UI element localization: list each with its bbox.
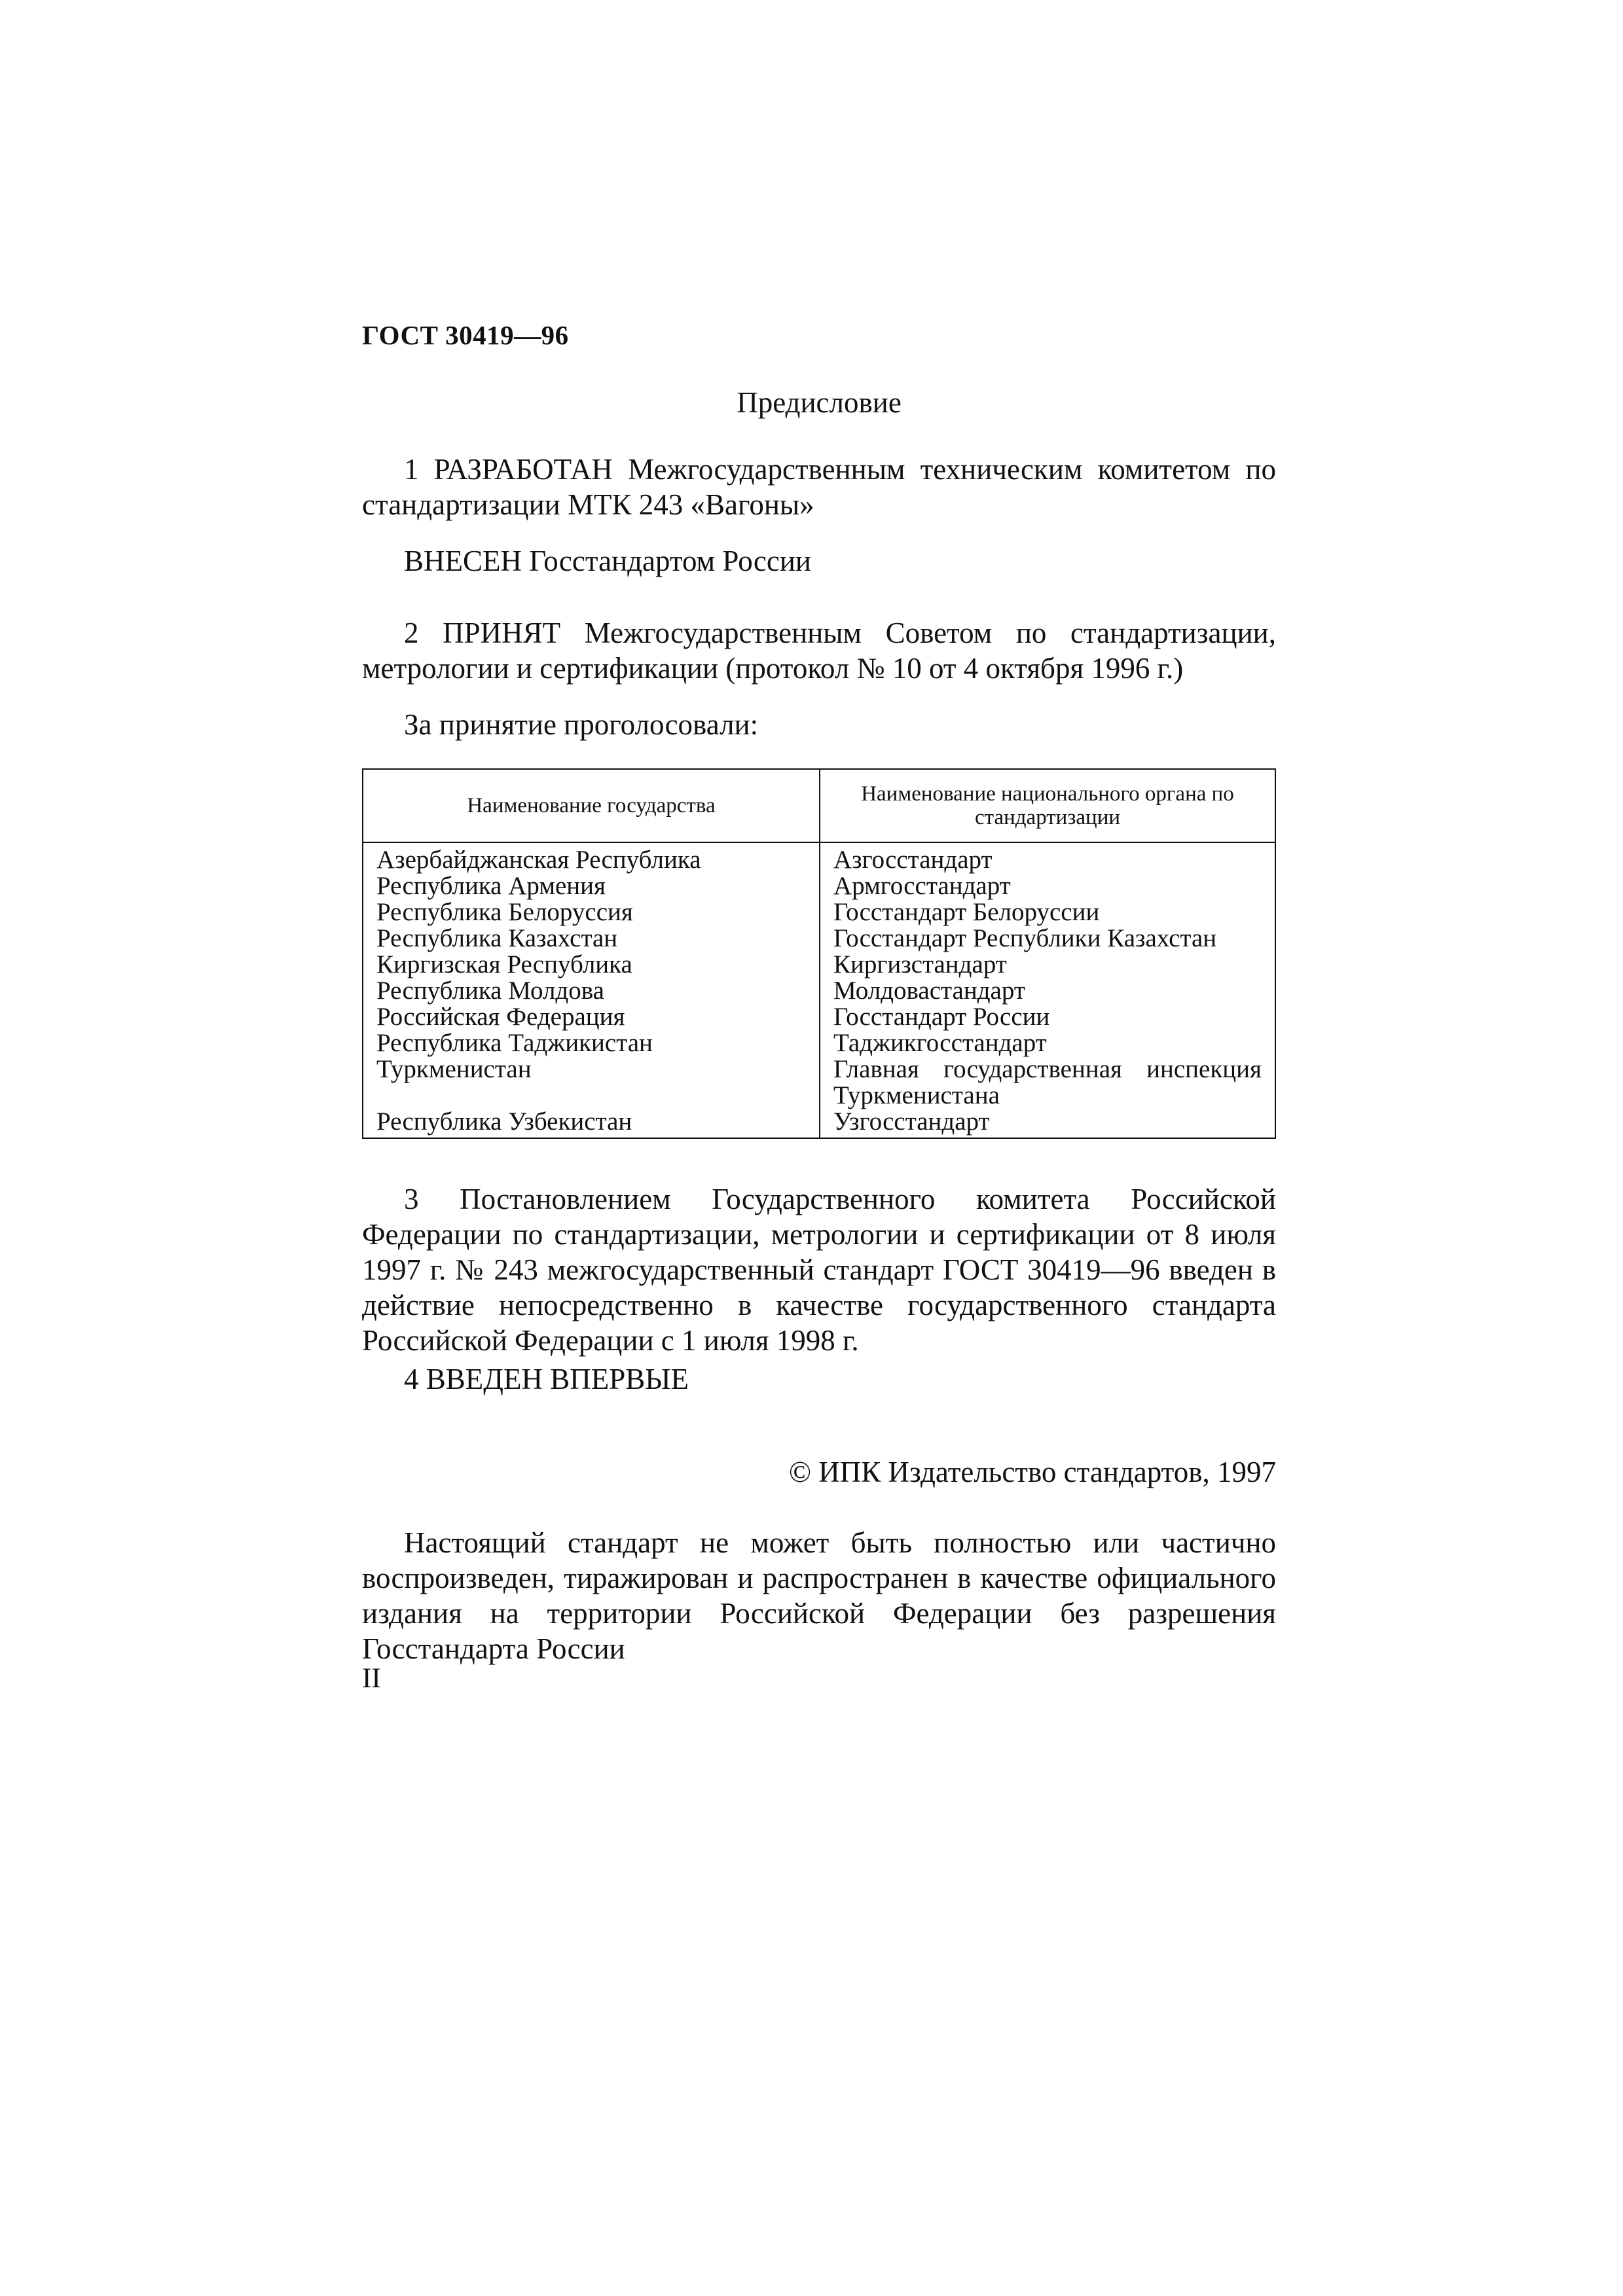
table-row [363, 1056, 1275, 1109]
table-row [363, 899, 1275, 925]
paragraph-developed-by: 1 РАЗРАБОТАН Межгосударственным техническим комитетом по стандартизации МТК 243 «Вагоны» [362, 453, 1276, 521]
national-body-cell: Главная государственная инспекция Туркменистана [820, 1056, 1275, 1109]
document-code: ГОСТ 30419—96 [362, 320, 569, 350]
state-cell: Республика Армения [363, 873, 820, 899]
national-body-cell: Молдовастандарт [820, 978, 1275, 1004]
table-header-national-body: Наименование национального органа по стандартизации [820, 769, 1275, 842]
table-header-state: Наименование государства [363, 769, 820, 842]
state-cell: Республика Молдова [363, 978, 820, 1004]
state-cell: Российская Федерация [363, 1004, 820, 1030]
paragraph-resolution: 3 Постановлением Государственного комитета Российской Федерации по стандартизации, метрологии и сертификации от 8 июля 1997 г. № 243 межгосударственный стандарт ГОСТ 30419—96 введен в действие непосредственно в качестве государственного стандарта Российской Федерации с 1 июля 1998 г. [362, 1183, 1276, 1357]
table-row [363, 1004, 1275, 1030]
voting-table [362, 768, 1276, 1139]
page-number: II [362, 1663, 381, 1694]
state-cell: Республика Узбекистан [363, 1109, 820, 1138]
table-row [363, 873, 1275, 899]
national-body-cell: Азгосстандарт [820, 842, 1275, 873]
paragraph-introduced-by: ВНЕСЕН Госстандартом России [404, 545, 812, 577]
state-cell: Республика Казахстан [363, 925, 820, 952]
state-cell: Киргизская Республика [363, 952, 820, 978]
page-title: Предисловие [737, 386, 902, 419]
paragraph-voted-for: За принятие проголосовали: [404, 708, 759, 741]
state-cell: Республика Белоруссия [363, 899, 820, 925]
table-row [363, 952, 1275, 978]
national-body-cell: Госстандарт Белоруссии [820, 899, 1275, 925]
state-cell: Туркменистан [363, 1056, 820, 1109]
national-body-cell: Госстандарт Республики Казахстан [820, 925, 1275, 952]
national-body-cell: Киргизстандарт [820, 952, 1275, 978]
table-row [363, 1109, 1275, 1138]
copyright-line: © ИПК Издательство стандартов, 1997 [788, 1456, 1276, 1488]
paragraph-first-introduced: 4 ВВЕДЕН ВПЕРВЫЕ [404, 1363, 689, 1395]
table-row [363, 925, 1275, 952]
national-body-cell: Госстандарт России [820, 1004, 1275, 1030]
table-row [363, 1030, 1275, 1056]
table-row [363, 978, 1275, 1004]
national-body-cell: Узгосстандарт [820, 1109, 1275, 1138]
reproduction-notice: Настоящий стандарт не может быть полностью или частично воспроизведен, тиражирован и распространен в качестве официального издания на территории Российской Федерации без разрешения Госстандарта России [362, 1526, 1276, 1665]
paragraph-adopted-by: 2 ПРИНЯТ Межгосударственным Советом по стандартизации, метрологии и сертификации (протокол № 10 от 4 октября 1996 г.) [362, 617, 1276, 685]
table-row [363, 842, 1275, 873]
table-header-row [363, 769, 1275, 842]
state-cell: Республика Таджикистан [363, 1030, 820, 1056]
national-body-cell: Таджикгосстандарт [820, 1030, 1275, 1056]
state-cell: Азербайджанская Республика [363, 842, 820, 873]
national-body-cell: Армгосстандарт [820, 873, 1275, 899]
